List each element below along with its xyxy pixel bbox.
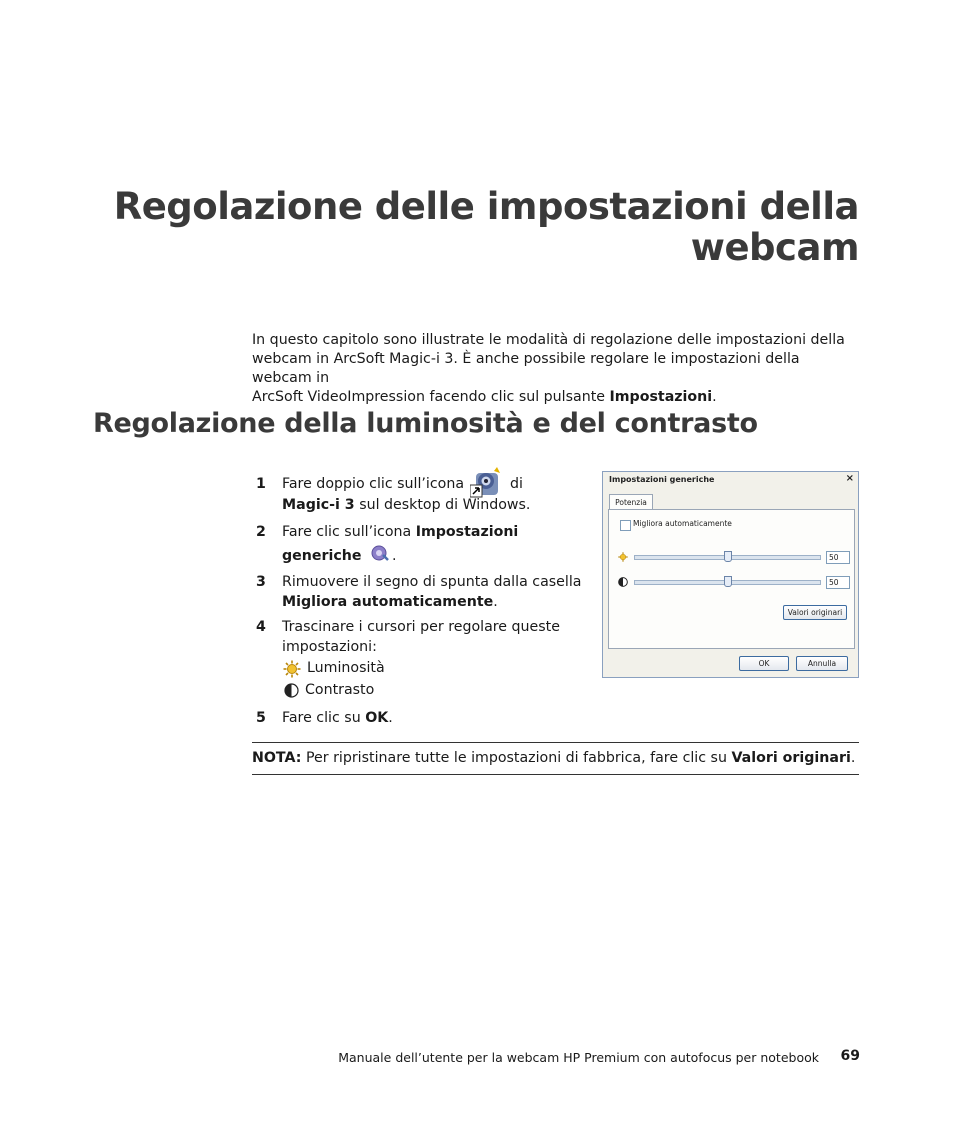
footer-text: Manuale dell’utente per la webcam HP Premium con autofocus per notebook (338, 1050, 819, 1065)
settings-dialog (602, 471, 859, 678)
reset-defaults-button[interactable]: Valori originari (783, 605, 847, 620)
impostazioni-term: Impostazioni (609, 389, 713, 405)
step-text: generiche . (282, 544, 397, 568)
step-text: Fare clic sull’icona Impostazioni (282, 524, 519, 540)
cancel-button[interactable]: Annulla (796, 656, 848, 671)
intro-line: In questo capitolo sono illustrate le modalità di regolazione delle impostazioni della (252, 332, 845, 348)
step-number: 5 (256, 710, 266, 726)
sun-icon (618, 552, 628, 564)
dialog-title: Impostazioni generiche (609, 475, 715, 484)
intro-line: webcam in ArcSoft Magic-i 3. È anche possibile regolare le impostazioni della webcam in (252, 351, 800, 386)
webcam-shortcut-icon (470, 465, 506, 505)
tab-potenzia[interactable]: Potenzia (609, 494, 653, 510)
contrast-slider-thumb[interactable] (724, 576, 732, 587)
step-number: 2 (256, 524, 266, 540)
note-label: NOTA: (252, 750, 302, 766)
step-text: Fare clic su OK. (282, 710, 393, 726)
sun-icon (283, 660, 301, 684)
brightness-value-field[interactable]: 50 (826, 551, 850, 564)
close-icon[interactable]: × (845, 473, 854, 484)
step-text: impostazioni: (282, 639, 377, 655)
intro-line: ArcSoft VideoImpression facendo clic sul pulsante Impostazioni. (252, 389, 717, 405)
step-number: 4 (256, 619, 266, 635)
half-circle-icon (284, 683, 299, 704)
note-box: NOTA: Per ripristinare tutte le impostazioni di fabbrica, fare clic su Valori originari. (252, 742, 859, 775)
brightness-label: Luminosità (307, 660, 385, 676)
step-text: Magic-i 3 sul desktop di Windows. (282, 497, 531, 513)
general-settings-icon (370, 544, 390, 568)
chapter-title-line2: webcam (690, 226, 859, 269)
auto-enhance-checkbox[interactable] (620, 520, 631, 531)
auto-enhance-label: Migliora automaticamente (633, 519, 732, 528)
intro-paragraph (252, 331, 862, 407)
step-text: Fare doppio clic sull’icona (282, 476, 465, 492)
ok-button[interactable]: OK (739, 656, 789, 671)
page-number: 69 (840, 1048, 860, 1064)
contrast-label: Contrasto (305, 682, 375, 698)
half-circle-icon (618, 577, 628, 589)
section-title: Regolazione della luminosità e del contrasto (93, 408, 758, 439)
chapter-title-line1: Regolazione delle impostazioni della (113, 185, 859, 228)
step-number: 3 (256, 574, 266, 590)
step-text: di (510, 476, 523, 492)
step-text: Trascinare i cursori per regolare queste (282, 619, 560, 635)
step-text: Migliora automaticamente. (282, 594, 498, 610)
dialog-panel (608, 509, 855, 649)
migliora-term: Migliora automaticamente (282, 594, 494, 610)
contrast-value-field[interactable]: 50 (826, 576, 850, 589)
valori-originari-term: Valori originari (731, 750, 851, 766)
step-number: 1 (256, 476, 266, 492)
chapter-title (114, 186, 859, 268)
magic-i-term: Magic-i 3 (282, 497, 355, 513)
step-text: Rimuovere il segno di spunta dalla casella (282, 574, 582, 590)
brightness-slider-thumb[interactable] (724, 551, 732, 562)
